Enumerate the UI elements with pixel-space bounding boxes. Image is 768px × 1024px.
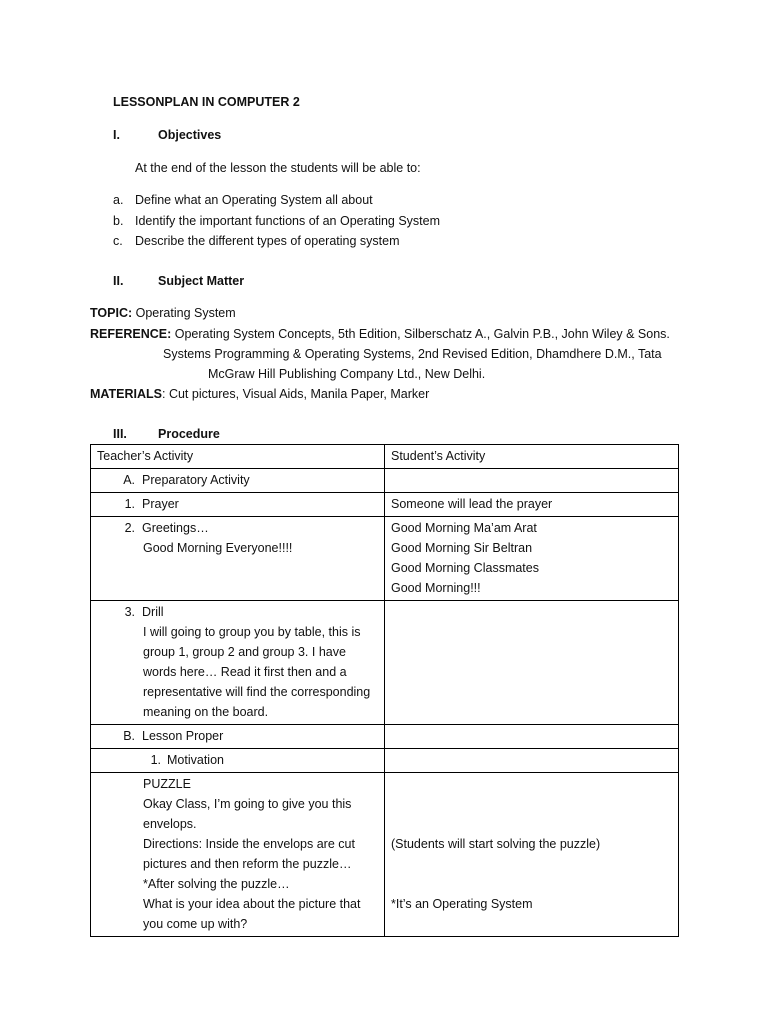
materials-line: [90, 386, 429, 402]
objective-item: [113, 233, 123, 249]
student-line: (Students will start solving the puzzle): [391, 837, 601, 851]
reference-label: REFERENCE:: [90, 327, 172, 341]
student-cell: [385, 469, 679, 493]
row-marker: 2.: [124, 521, 135, 535]
table-row: [91, 601, 679, 725]
reference-line: [90, 326, 670, 342]
row-text: *After solving the puzzle…: [143, 877, 290, 891]
objective-item: [113, 192, 123, 208]
objectives-numeral: I.: [113, 128, 120, 142]
row-text: envelops.: [143, 817, 197, 831]
teacher-cell: [91, 469, 385, 493]
objectives-heading: Objectives: [158, 128, 222, 142]
row-label: Drill: [142, 605, 164, 619]
objective-text: Describe the different types of operating system: [135, 234, 400, 248]
row-text: What is your idea about the picture that: [143, 897, 361, 911]
student-line: [391, 854, 672, 874]
table-row: [91, 749, 679, 773]
materials-value: : Cut pictures, Visual Aids, Manila Paper, Marker: [162, 387, 430, 401]
reference-value-3: McGraw Hill Publishing Company Ltd., New Delhi.: [208, 367, 486, 381]
objective-text: Define what an Operating System all about: [135, 193, 373, 207]
objective-marker: a.: [113, 193, 124, 207]
student-line: Good Morning Classmates: [391, 561, 539, 575]
row-label: Motivation: [167, 753, 224, 767]
student-line: [391, 794, 672, 814]
student-cell: Someone will lead the prayer: [385, 493, 679, 517]
objectives-intro: At the end of the lesson the students will be able to:: [135, 161, 421, 175]
teacher-activity-header: Teacher’s Activity: [91, 445, 385, 469]
row-text: meaning on the board.: [143, 705, 269, 719]
row-label: Preparatory Activity: [142, 473, 250, 487]
student-line: [391, 814, 672, 834]
procedure-heading: Procedure: [158, 427, 220, 441]
procedure-numeral: III.: [113, 427, 127, 441]
reference-value-1: Operating System Concepts, 5th Edition, Silberschatz A., Galvin P.B., John Wiley & Sons.: [174, 327, 670, 341]
table-header-row: [91, 445, 679, 469]
row-label: Lesson Proper: [142, 729, 224, 743]
row-text: representative will find the corresponding: [143, 685, 371, 699]
row-text: words here… Read it first then and a: [143, 665, 347, 679]
student-activity-header: Student’s Activity: [385, 445, 679, 469]
student-cell: [385, 725, 679, 749]
subject-matter-heading: Subject Matter: [158, 274, 245, 288]
row-text: Okay Class, I’m going to give you this: [143, 797, 352, 811]
objective-marker: b.: [113, 214, 124, 228]
table-row: [91, 725, 679, 749]
objective-text: Identify the important functions of an Operating System: [135, 214, 441, 228]
student-cell: [385, 601, 679, 725]
student-line: [391, 874, 672, 894]
topic-value: Operating System: [135, 306, 236, 320]
reference-value-2: Systems Programming & Operating Systems, 2nd Revised Edition, Dhamdhere D.M., Tata: [163, 347, 662, 361]
teacher-cell: [91, 517, 385, 601]
teacher-cell: [91, 493, 385, 517]
row-marker: 1.: [124, 497, 135, 511]
materials-label: MATERIALS: [90, 387, 162, 401]
row-text: pictures and then reform the puzzle…: [143, 857, 352, 871]
table-row: [91, 493, 679, 517]
document-title: LESSONPLAN IN COMPUTER 2: [113, 95, 300, 109]
row-text: you come up with?: [143, 917, 248, 931]
row-text: Good Morning Everyone!!!!: [143, 541, 293, 555]
objective-item: [113, 213, 123, 229]
student-line: [391, 774, 672, 794]
row-label: Prayer: [142, 497, 179, 511]
subject-matter-numeral: II.: [113, 274, 124, 288]
table-row: [91, 517, 679, 601]
row-label: Greetings…: [142, 521, 209, 535]
student-cell: [385, 749, 679, 773]
student-cell: [385, 773, 679, 937]
student-line: Good Morning Sir Beltran: [391, 541, 533, 555]
student-line: Good Morning!!!: [391, 581, 481, 595]
row-marker: A.: [123, 473, 135, 487]
row-text: PUZZLE: [143, 777, 191, 791]
teacher-cell: [91, 773, 385, 937]
student-line: [391, 914, 672, 934]
row-marker: 3.: [124, 605, 135, 619]
teacher-cell: [91, 725, 385, 749]
row-text: Directions: Inside the envelops are cut: [143, 837, 355, 851]
row-text: group 1, group 2 and group 3. I have: [143, 645, 346, 659]
row-marker: 1.: [150, 753, 161, 767]
topic-line: [90, 305, 236, 321]
objective-marker: c.: [113, 234, 123, 248]
topic-label: TOPIC:: [90, 306, 133, 320]
student-cell: [385, 517, 679, 601]
teacher-cell: [91, 749, 385, 773]
row-marker: B.: [123, 729, 135, 743]
teacher-cell: [91, 601, 385, 725]
table-row: [91, 469, 679, 493]
student-line: Good Morning Ma’am Arat: [391, 521, 537, 535]
student-line: *It’s an Operating System: [391, 897, 533, 911]
row-text: I will going to group you by table, this is: [143, 625, 361, 639]
procedure-table: [90, 444, 679, 937]
table-row: [91, 773, 679, 937]
